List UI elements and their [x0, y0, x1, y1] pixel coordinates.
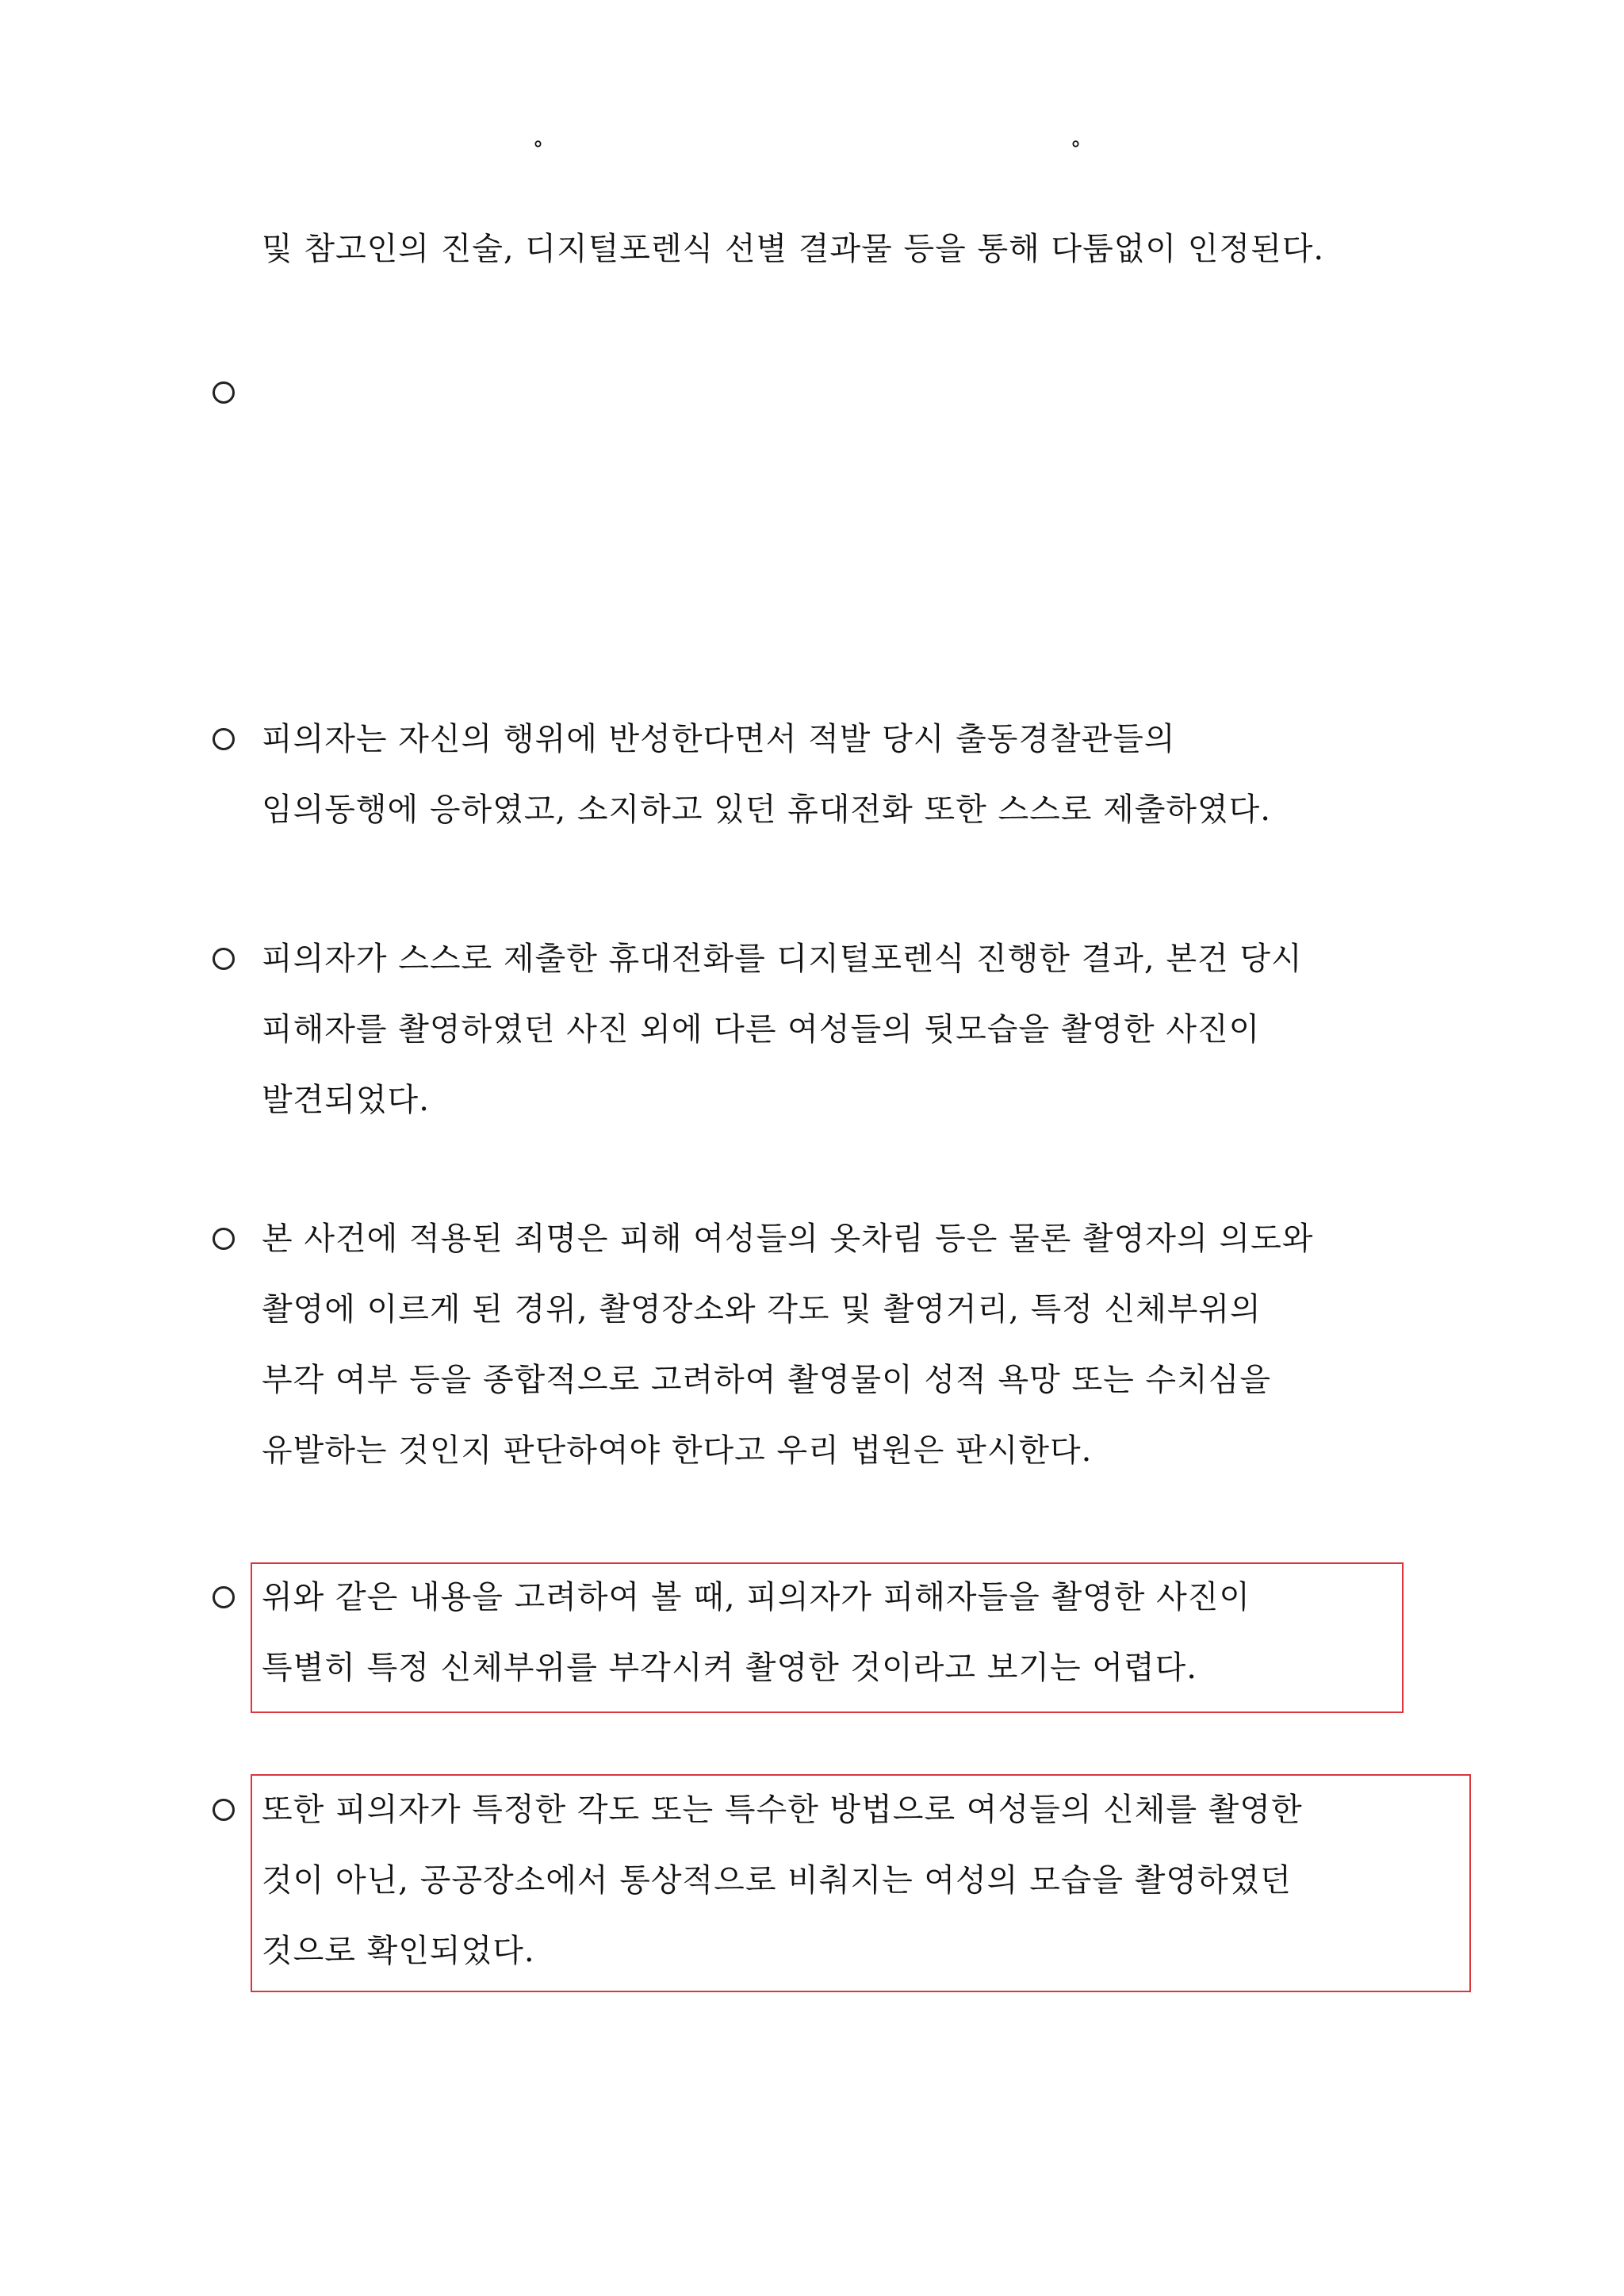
bullet-2 [213, 948, 235, 970]
paragraph-line: 피의자는 자신의 행위에 반성한다면서 적발 당시 출동경찰관들의 [262, 721, 1176, 757]
paragraph-line: 것으로 확인되었다. [262, 1933, 535, 1969]
bullet-4 [213, 1586, 235, 1608]
paragraph-5 [262, 1775, 1505, 1987]
intro-paragraph [262, 214, 1505, 285]
intro-line: 및 참고인의 진술, 디지털포렌식 선별 결과물 등을 통해 다툼없이 인정된다. [262, 231, 1325, 267]
paragraph-line: 발견되었다. [262, 1082, 430, 1118]
bullet-empty [213, 381, 235, 404]
top-mark-right: ° [1071, 138, 1081, 162]
paragraph-line: 본 사건에 적용된 죄명은 피해 여성들의 옷차림 등은 물론 촬영자의 의도와 [262, 1221, 1314, 1257]
paragraph-line: 임의동행에 응하였고, 소지하고 있던 휴대전화 또한 스스로 제출하였다. [262, 792, 1271, 828]
paragraph-3 [262, 1204, 1505, 1486]
top-mark-left: ° [533, 138, 543, 162]
paragraph-2 [262, 924, 1505, 1136]
bullet-1 [213, 728, 235, 750]
paragraph-line: 또한 피의자가 특정한 각도 또는 특수한 방법으로 여성들의 신체를 촬영한 [262, 1792, 1303, 1828]
paragraph-1 [262, 704, 1505, 845]
bullet-3 [213, 1228, 235, 1250]
paragraph-line: 피의자가 스스로 제출한 휴대전화를 디지털포렌식 진행한 결과, 본건 당시 [262, 941, 1303, 977]
paragraph-line: 것이 아닌, 공공장소에서 통상적으로 비춰지는 여성의 모습을 촬영하였던 [262, 1862, 1292, 1899]
paragraph-line: 특별히 특정 신체부위를 부각시켜 촬영한 것이라고 보기는 어렵다. [262, 1650, 1197, 1686]
paragraph-line: 위와 같은 내용을 고려하여 볼 때, 피의자가 피해자들을 촬영한 사진이 [262, 1579, 1251, 1616]
paragraph-line: 피해자를 촬영하였던 사진 외에 다른 여성들의 뒷모습을 촬영한 사진이 [262, 1011, 1261, 1048]
paragraph-line: 유발하는 것인지 판단하여야 한다고 우리 법원은 판시한다. [262, 1432, 1093, 1469]
paragraph-4 [262, 1562, 1505, 1704]
paragraph-line: 부각 여부 등을 종합적으로 고려하여 촬영물이 성적 욕망 또는 수치심을 [262, 1362, 1271, 1398]
paragraph-line: 촬영에 이르게 된 경위, 촬영장소와 각도 및 촬영거리, 특정 신체부위의 [262, 1291, 1262, 1328]
bullet-5 [213, 1799, 235, 1821]
